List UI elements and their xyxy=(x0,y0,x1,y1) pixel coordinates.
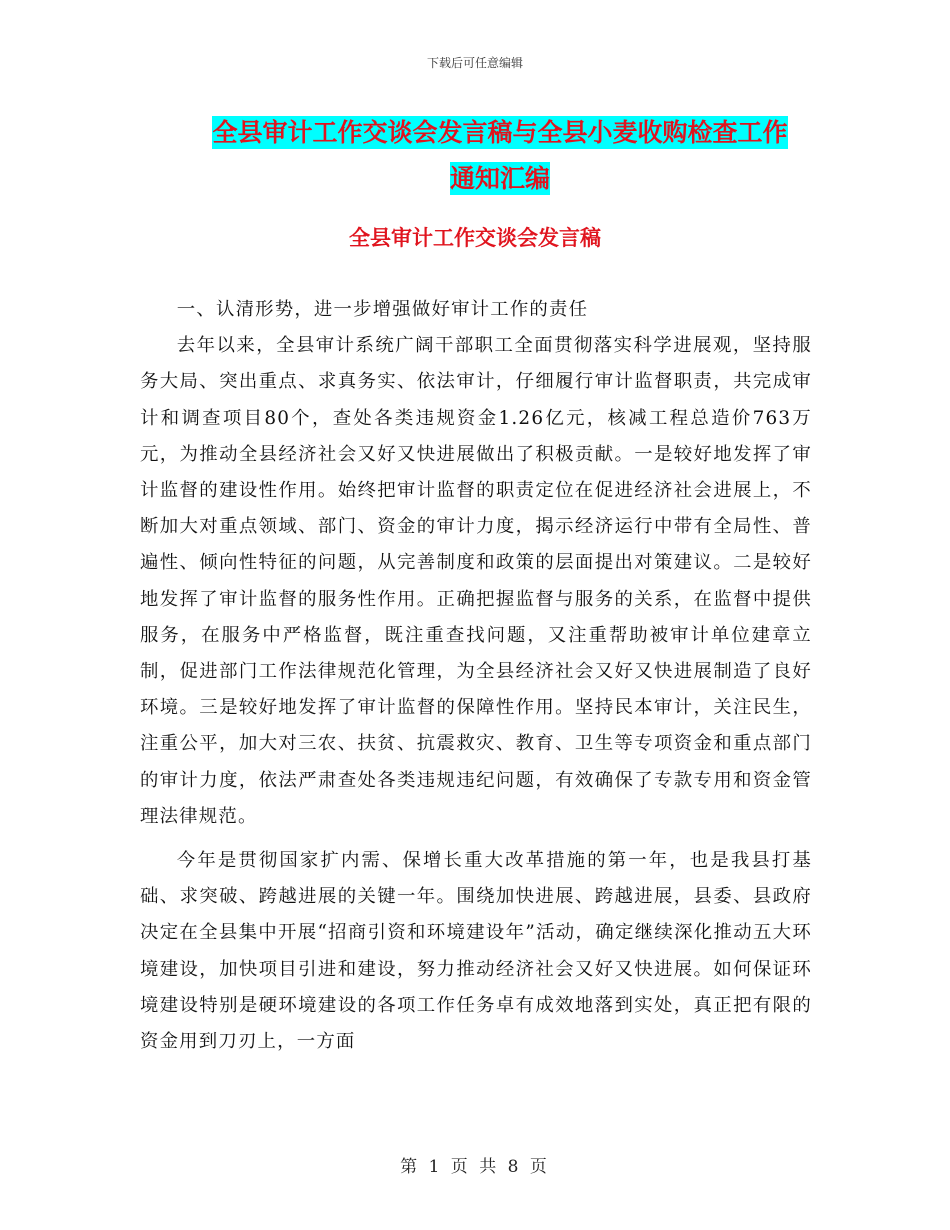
paragraph-heading: 一、认清形势，进一步增强做好审计工作的责任 xyxy=(176,299,589,320)
document-title xyxy=(150,110,850,202)
paragraph: 去年以来，全县审计系统广阔干部职工全面贯彻落实科学进展观，坚持服务大局、突出重点、求真务实、依法审计，仔细履行审计监督职责，共完成审计和调查项目80个，查处各类违规资金1.26亿元，核减工程总造价763万元，为推动全县经济社会又好又快进展做出了积极贡献。一是较好地发挥了审计监督的建设性作用。始终把审计监督的职责定位在促进经济社会进展上，不断加大对重点领域、部门、资金的审计力度，揭示经济运行中带有全局性、普遍性、倾向性特征的问题，从完善制度和政策的层面提出对策建议。二是较好地发挥了审计监督的服务性作用。正确把握监督与服务的关系，在监督中提供服务，在服务中严格监督，既注重查找问题，又注重帮助被审计单位建章立制，促进部门工作法律规范化管理，为全县经济社会又好又快进展制造了良好环境。三是较好地发挥了审计监督的保障性作用。坚持民本审计，关注民生，注重公平，加大对三农、扶贫、抗震救灾、教育、卫生等专项资金和重点部门的审计力度，依法严肃查处各类违规违纪问题，有效确保了专款专用和资金管理法律规范。 xyxy=(140,335,812,827)
paragraph: 今年是贯彻国家扩内需、保增长重大改革措施的第一年，也是我县打基础、求突破、跨越进展的关键一年。围绕加快进展、跨越进展，县委、县政府决定在全县集中开展“招商引资和环境建设年”活动，确定继续深化推动五大环境建设，加快项目引进和建设，努力推动经济社会又好又快进展。如何保证环境建设特别是硬环境建设的各项工作任务卓有成效地落到实处，真正把有限的资金用到刀刃上，一方面 xyxy=(140,850,812,1053)
header-note: 下载后可任意编辑 xyxy=(426,56,523,70)
document-title-line2: 通知汇编 xyxy=(449,164,550,193)
document-body xyxy=(140,292,812,1060)
document-title-line1: 全县审计工作交谈会发言稿与全县小麦收购检查工作 xyxy=(212,118,788,147)
section-title: 全县审计工作交谈会发言稿 xyxy=(349,226,601,250)
page-footer: 第 1 页 共 8 页 xyxy=(400,1157,550,1177)
